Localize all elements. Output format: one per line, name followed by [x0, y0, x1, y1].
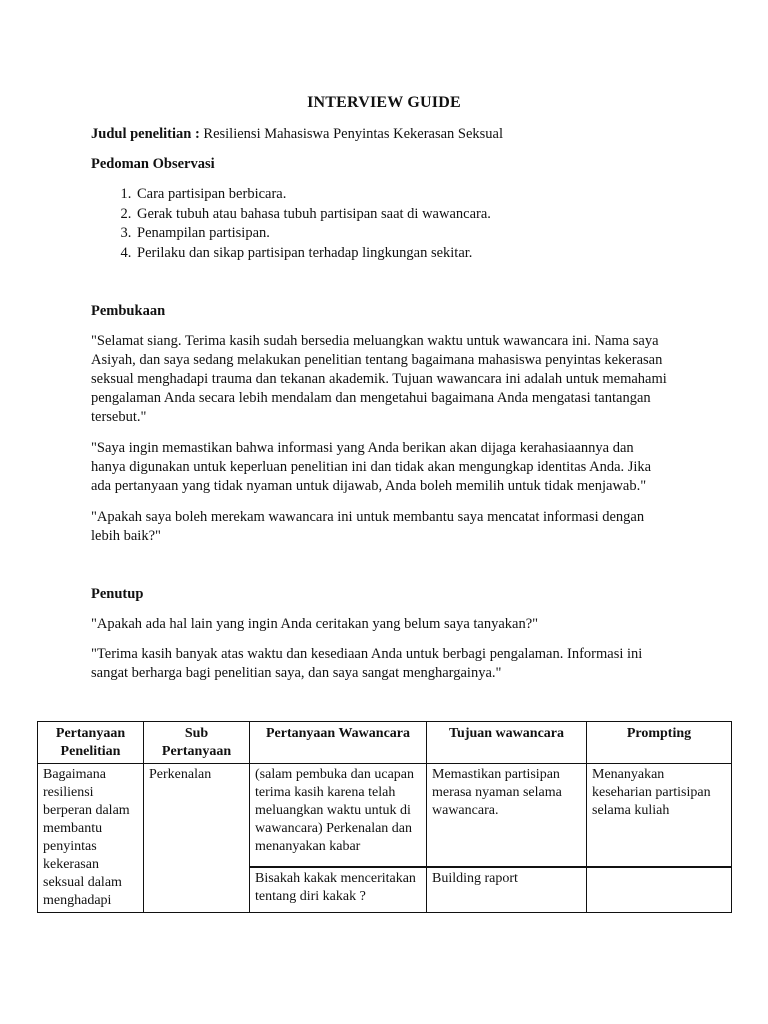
pembukaan-paragraph: "Saya ingin memastikan bahwa informasi yang Anda berikan akan dijaga kerahasiaannya dan hanya digunakan untuk keperluan penelitian ini dan tidak akan mengungkap identitas Anda. Jika ada pertanyaan yang tidak nyaman untuk dijawab, Anda boleh memilih untuk tidak menjawab."	[91, 440, 652, 494]
document-title: INTERVIEW GUIDE	[307, 94, 461, 111]
table-header-cell: Sub Pertanyaan	[144, 722, 250, 764]
judul-penelitian	[91, 126, 503, 143]
observasi-item: 3. Penampilan partisipan.	[135, 224, 755, 244]
tujuan-cell: Building raport	[427, 867, 587, 912]
observasi-item: 4. Perilaku dan sikap partisipan terhadap lingkungan sekitar.	[135, 244, 755, 264]
table-row	[38, 764, 732, 868]
pembukaan-heading: Pembukaan	[91, 303, 166, 319]
wawancara-cell: (salam pembuka dan ucapan terima kasih karena telah meluangkan waktu untuk di wawancara) Perkenalan dan menanyakan kabar	[250, 764, 427, 868]
sub-question-cell: Perkenalan	[144, 764, 250, 913]
tujuan-cell: Memastikan partisipan merasa nyaman selama wawancara.	[427, 764, 587, 868]
table-header-row	[38, 722, 732, 764]
table-header-cell: Prompting	[587, 722, 732, 764]
pembukaan-paragraph: "Apakah saya boleh merekam wawancara ini untuk membantu saya mencatat informasi dengan lebih baik?"	[91, 509, 645, 544]
interview-table	[37, 721, 732, 913]
observasi-item: 2. Gerak tubuh atau bahasa tubuh partisipan saat di wawancara.	[135, 205, 755, 225]
observasi-list	[91, 185, 755, 263]
observasi-heading: Pedoman Observasi	[91, 156, 215, 172]
penutup-paragraph: "Terima kasih banyak atas waktu dan kesediaan Anda untuk berbagi pengalaman. Informasi ini sangat berharga bagi penelitian saya, dan saya sangat menghargainya."	[91, 646, 643, 681]
penutup-paragraph: "Apakah ada hal lain yang ingin Anda ceritakan yang belum saya tanyakan?"	[91, 616, 539, 632]
table-header-cell: Pertanyaan Penelitian	[38, 722, 144, 764]
prompting-cell: Menanyakan keseharian partisipan selama kuliah	[587, 764, 732, 868]
judul-label: Judul penelitian :	[91, 126, 200, 142]
table-header-cell: Tujuan wawancara	[427, 722, 587, 764]
penutup-heading: Penutup	[91, 586, 144, 602]
judul-value: Resiliensi Mahasiswa Penyintas Kekerasan Seksual	[199, 126, 504, 142]
research-question-cell: Bagaimana resiliensi berperan dalam membantu penyintas kekerasan seksual dalam menghadapi	[38, 764, 144, 913]
table-header-cell: Pertanyaan Wawancara	[250, 722, 427, 764]
prompting-cell	[587, 867, 732, 912]
wawancara-cell: Bisakah kakak menceritakan tentang diri kakak ?	[250, 867, 427, 912]
pembukaan-paragraph: "Selamat siang. Terima kasih sudah bersedia meluangkan waktu untuk wawancara ini. Nama saya Asiyah, dan saya sedang melakukan penelitian tentang bagaimana mahasiswa penyintas kekerasan seksual menghadapi trauma dan tekanan akademik. Tujuan wawancara ini adalah untuk memahami pengalaman Anda secara lebih mendalam dan mengetahui bagaimana Anda mengatasi tantangan tersebut."	[91, 333, 667, 425]
observasi-item: 1. Cara partisipan berbicara.	[135, 185, 755, 205]
